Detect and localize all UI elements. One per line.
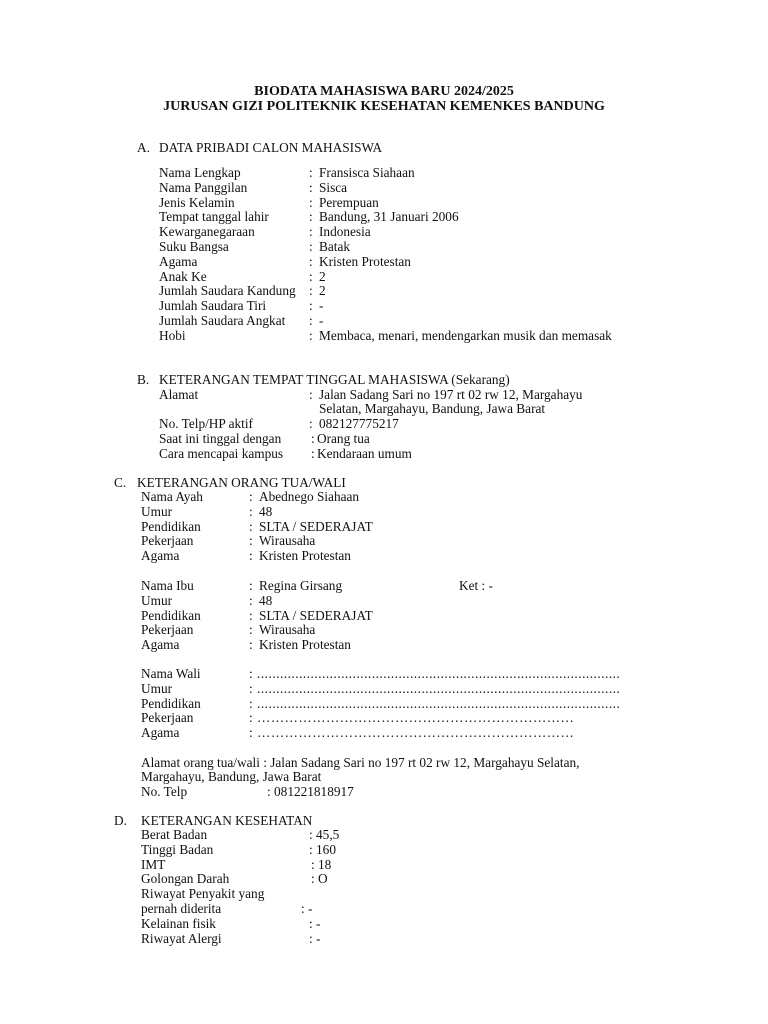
section-a-heading: DATA PRIBADI CALON MAHASISWA xyxy=(159,140,383,155)
health-value: : O xyxy=(311,871,328,887)
personal-data-label: Jumlah Saudara Kandung xyxy=(159,283,296,299)
residence-value: Kendaraan umum xyxy=(317,446,412,461)
personal-data-sep: : xyxy=(309,165,313,180)
father-sep: : xyxy=(249,503,253,519)
mother-sep: : xyxy=(249,622,253,638)
personal-data-value: Indonesia xyxy=(319,224,371,240)
father-value: Wirausaha xyxy=(259,533,316,549)
alamat-sep: : xyxy=(309,387,313,402)
health-label: Kelainan fisik xyxy=(141,915,216,931)
document-subtitle: JURUSAN GIZI POLITEKNIK KESEHATAN KEMENKES BANDUNG xyxy=(163,99,605,114)
personal-data-value: Bandung, 31 Januari 2006 xyxy=(319,209,459,225)
personal-data-label: Nama Panggilan xyxy=(159,179,248,195)
mother-value: 48 xyxy=(259,592,273,608)
personal-data-sep: : xyxy=(309,268,313,284)
telp-ortu-value: : 081221818917 xyxy=(267,784,354,799)
personal-data-value: Kristen Protestan xyxy=(319,253,411,269)
residence-sep: : xyxy=(309,416,313,431)
mother-sep: : xyxy=(249,607,253,623)
alamat-line2: Selatan, Margahayu, Bandung, Jawa Barat xyxy=(319,401,546,416)
personal-data-sep: : xyxy=(309,209,313,225)
health-value: : 45,5 xyxy=(309,827,340,842)
residence-label: Cara mencapai kampus xyxy=(159,446,284,461)
mother-value: SLTA / SEDERAJAT xyxy=(259,607,373,623)
father-label: Agama xyxy=(141,548,180,564)
father-label: Nama Ayah xyxy=(141,489,203,504)
father-value: Kristen Protestan xyxy=(259,548,351,564)
personal-data-sep: : xyxy=(309,194,313,210)
section-d-heading: KETERANGAN KESEHATAN xyxy=(141,813,313,828)
personal-data-label: Tempat tanggal lahir xyxy=(159,209,269,225)
health-value: : 18 xyxy=(311,856,332,872)
section-b-marker: B. xyxy=(137,372,150,387)
personal-data-sep: : xyxy=(309,313,313,328)
personal-data-value: Batak xyxy=(319,239,351,254)
health-label: Berat Badan xyxy=(141,827,208,842)
health-label: Golongan Darah xyxy=(141,871,230,887)
guardian-dots: : …………………………………………………………… xyxy=(249,725,575,741)
health-value: : - xyxy=(309,930,321,946)
residence-label: No. Telp/HP aktif xyxy=(159,416,253,431)
health-value: : - xyxy=(301,901,313,916)
residence-sep: : xyxy=(311,431,315,446)
personal-data-value: Sisca xyxy=(319,179,348,195)
mother-sep: : xyxy=(249,592,253,608)
health-label: IMT xyxy=(141,856,166,872)
personal-data-label: Kewarganegaraan xyxy=(159,224,255,240)
personal-data-value: - xyxy=(319,298,324,314)
personal-data-sep: : xyxy=(309,179,313,195)
mother-value: Wirausaha xyxy=(259,622,316,638)
personal-data-label: Nama Lengkap xyxy=(159,165,241,180)
guardian-dots: : ............................................................................................... xyxy=(249,695,621,711)
mother-value: Kristen Protestan xyxy=(259,637,351,653)
guardian-label: Pekerjaan xyxy=(141,710,194,726)
guardian-dots: : …………………………………………………………… xyxy=(249,710,575,726)
mother-sep: : xyxy=(249,637,253,653)
ibu-note: Ket : - xyxy=(459,578,493,593)
guardian-dots: : ............................................................................................... xyxy=(249,680,621,696)
guardian-label: Umur xyxy=(141,680,173,696)
residence-label: Saat ini tinggal dengan xyxy=(159,431,282,446)
residence-sep: : xyxy=(311,446,315,461)
mother-label: Pendidikan xyxy=(141,607,201,623)
personal-data-sep: : xyxy=(309,327,313,343)
section-a-marker: A. xyxy=(137,140,150,155)
personal-data-label: Suku Bangsa xyxy=(159,239,229,254)
mother-label: Pekerjaan xyxy=(141,622,194,638)
personal-data-value: 2 xyxy=(319,268,326,284)
father-value: Abednego Siahaan xyxy=(259,489,360,504)
health-label: Riwayat Penyakit yang xyxy=(141,886,265,902)
personal-data-sep: : xyxy=(309,298,313,314)
mother-value: Regina Girsang xyxy=(259,578,343,593)
mother-label: Agama xyxy=(141,637,180,653)
personal-data-label: Jenis Kelamin xyxy=(159,194,235,210)
personal-data-value: Fransisca Siahaan xyxy=(319,165,415,180)
personal-data-sep: : xyxy=(309,224,313,240)
personal-data-value: Perempuan xyxy=(319,194,379,210)
personal-data-label: Jumlah Saudara Tiri xyxy=(159,298,267,314)
health-label: Riwayat Alergi xyxy=(141,930,222,946)
personal-data-label: Agama xyxy=(159,253,198,269)
father-sep: : xyxy=(249,533,253,549)
father-sep: : xyxy=(249,518,253,534)
father-label: Umur xyxy=(141,503,173,519)
personal-data-sep: : xyxy=(309,253,313,269)
guardian-label: Agama xyxy=(141,725,180,741)
section-b-heading: KETERANGAN TEMPAT TINGGAL MAHASISWA (Sekarang) xyxy=(159,372,510,387)
personal-data-label: Jumlah Saudara Angkat xyxy=(159,313,286,328)
section-c-heading: KETERANGAN ORANG TUA/WALI xyxy=(137,475,346,490)
personal-data-label: Anak Ke xyxy=(159,268,207,284)
father-label: Pendidikan xyxy=(141,518,201,534)
guardian-dots: : ............................................................................................... xyxy=(249,666,621,681)
residence-value: Orang tua xyxy=(317,431,370,446)
personal-data-sep: : xyxy=(309,283,313,299)
document-title: BIODATA MAHASISWA BARU 2024/2025 xyxy=(254,84,514,99)
mother-label: Nama Ibu xyxy=(141,578,194,593)
mother-label: Umur xyxy=(141,592,173,608)
personal-data-value: Membaca, menari, mendengarkan musik dan memasak xyxy=(319,327,612,343)
personal-data-value: 2 xyxy=(319,283,326,299)
health-value: : - xyxy=(309,915,321,931)
mother-sep: : xyxy=(249,578,253,593)
section-d-marker: D. xyxy=(114,813,127,828)
alamat-ortu-line2: Margahayu, Bandung, Jawa Barat xyxy=(141,769,322,784)
guardian-label: Nama Wali xyxy=(141,666,201,681)
alamat-label: Alamat xyxy=(159,387,199,402)
father-sep: : xyxy=(249,489,253,504)
telp-ortu-label: No. Telp xyxy=(141,784,188,799)
father-sep: : xyxy=(249,548,253,564)
personal-data-sep: : xyxy=(309,239,313,254)
health-label: Tinggi Badan xyxy=(141,841,214,857)
health-value: : 160 xyxy=(309,841,336,857)
father-label: Pekerjaan xyxy=(141,533,194,549)
personal-data-label: Hobi xyxy=(159,327,186,343)
alamat-line1: Jalan Sadang Sari no 197 rt 02 rw 12, Margahayu xyxy=(319,387,583,402)
guardian-label: Pendidikan xyxy=(141,695,201,711)
father-value: SLTA / SEDERAJAT xyxy=(259,518,373,534)
personal-data-value: - xyxy=(319,313,324,328)
health-label: pernah diderita xyxy=(141,901,222,916)
alamat-ortu-line1: Alamat orang tua/wali : Jalan Sadang Sari no 197 rt 02 rw 12, Margahayu Selatan, xyxy=(141,755,580,770)
section-c-marker: C. xyxy=(114,475,127,490)
father-value: 48 xyxy=(259,503,273,519)
residence-value: 082127775217 xyxy=(319,416,399,431)
